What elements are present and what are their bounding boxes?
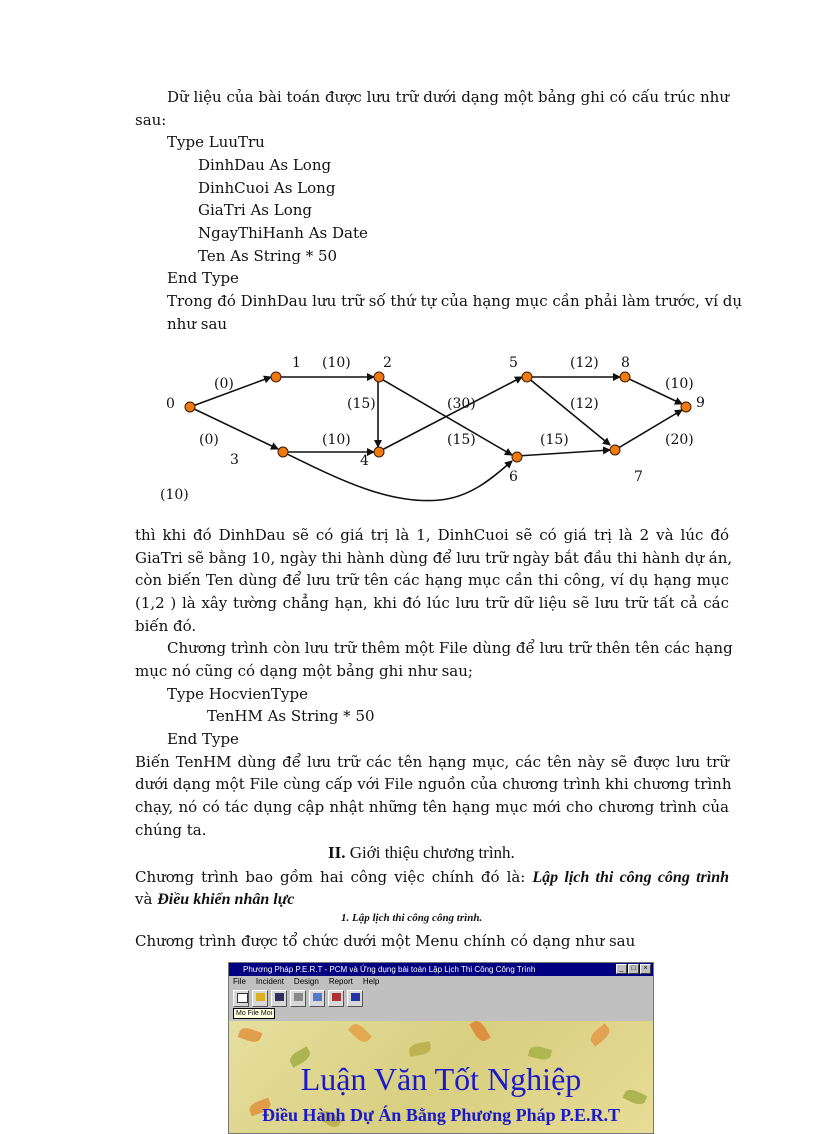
edge-weight: (20) bbox=[665, 432, 694, 448]
node-label: 7 bbox=[634, 469, 643, 485]
edge-weight: (30) bbox=[447, 396, 476, 412]
type2-header: Type HocvienType bbox=[167, 685, 309, 703]
tooltip: Mo File Moi bbox=[233, 1008, 275, 1019]
app-toolbar bbox=[229, 988, 653, 1008]
new-button[interactable] bbox=[233, 990, 249, 1007]
print-button[interactable] bbox=[290, 990, 306, 1007]
new-file-icon bbox=[237, 993, 248, 1003]
para4-line1: Chương trình còn lưu trữ thêm một File dùng để lưu trữ thên tên các hạng bbox=[167, 639, 733, 657]
window-controls bbox=[616, 964, 651, 974]
type1-field: Ten As String * 50 bbox=[198, 247, 338, 265]
leaf-decoration bbox=[528, 1044, 552, 1061]
edge-weight: (12) bbox=[570, 396, 599, 412]
edge-weight: (10) bbox=[322, 432, 351, 448]
menu-item[interactable]: Report bbox=[328, 977, 353, 986]
app-main-title: Luận Văn Tốt Nghiệp bbox=[300, 1061, 582, 1097]
graph-node bbox=[522, 372, 532, 382]
node-label: 0 bbox=[166, 396, 175, 412]
type2-field: TenHM As String * 50 bbox=[207, 707, 375, 725]
para5-last-line: chúng ta. bbox=[135, 821, 207, 839]
floppy-icon bbox=[275, 993, 284, 1001]
leaf-decoration bbox=[348, 1021, 372, 1045]
para3-last-line: biến đó. bbox=[135, 617, 197, 635]
para3-line: thì khi đó DinhDau sẽ có giá trị là 1, DinhCuoi sẽ có giá trị là 2 và lúc đó bbox=[135, 526, 729, 544]
para1-line2: sau: bbox=[135, 111, 167, 129]
leaf-decoration bbox=[469, 1021, 490, 1044]
node-label: 8 bbox=[621, 355, 630, 371]
type1-field: DinhDau As Long bbox=[198, 156, 332, 174]
leaf-decoration bbox=[588, 1023, 613, 1046]
graph-node bbox=[620, 372, 630, 382]
para3-line: GiaTri sẽ bằng 10, ngày thi hành dùng để lưu trữ ngày bắt đầu thi hành dự án, bbox=[135, 549, 733, 567]
graph-node bbox=[374, 372, 384, 382]
para4-line2: mục nó cũng có dạng một bảng ghi như sau; bbox=[135, 662, 473, 680]
app-splash bbox=[229, 1021, 653, 1133]
incident-icon bbox=[313, 993, 322, 1001]
graph-node bbox=[512, 452, 522, 462]
design-button[interactable] bbox=[328, 990, 344, 1007]
edge-weight: (10) bbox=[665, 376, 694, 392]
minimize-icon[interactable]: _ bbox=[616, 964, 627, 974]
edge-weight: (0) bbox=[199, 432, 219, 448]
para2-line1: Trong đó DinhDau lưu trữ số thứ tự của hạng mục cần phải làm trước, ví dụ bbox=[167, 292, 743, 310]
help-icon bbox=[351, 993, 360, 1001]
edge-weight: (12) bbox=[570, 355, 599, 371]
node-label: 9 bbox=[696, 395, 705, 411]
edge-3-6 bbox=[283, 452, 512, 501]
type1-field: GiaTri As Long bbox=[198, 201, 313, 219]
menu-item[interactable]: Design bbox=[293, 977, 319, 986]
para3-line: (1,2 ) là xây tường chẳng hạn, khi đó lúc lưu trữ dữ liệu sẽ lưu trữ tất cả các bbox=[135, 594, 729, 612]
section-number: II. bbox=[328, 843, 346, 862]
edge-6-7 bbox=[517, 450, 610, 456]
help-button[interactable] bbox=[347, 990, 363, 1007]
node-label: 4 bbox=[360, 453, 369, 469]
node-label: 2 bbox=[383, 355, 392, 371]
folder-icon bbox=[256, 993, 265, 1001]
type1-end: End Type bbox=[167, 269, 239, 287]
app-title: Phương Pháp P.E.R.T - PCM và Ứng dụng bài toán Lập Lịch Thi Công Công Trình bbox=[243, 965, 536, 974]
section-title: Giới thiệu chương trình. bbox=[349, 843, 515, 862]
subsection-heading: 1. Lập lịch thi công công trình. bbox=[341, 912, 483, 924]
para2-line2: như sau bbox=[167, 315, 228, 333]
node-label: 1 bbox=[292, 355, 301, 371]
menu-item[interactable]: Help bbox=[362, 977, 380, 986]
printer-icon bbox=[294, 993, 303, 1001]
edge-weight: (10) bbox=[322, 355, 351, 371]
save-button[interactable] bbox=[271, 990, 287, 1007]
edge-weight: (15) bbox=[540, 432, 569, 448]
graph-node bbox=[271, 372, 281, 382]
incident-button[interactable] bbox=[309, 990, 325, 1007]
graph-node bbox=[681, 402, 691, 412]
app-titlebar bbox=[229, 963, 653, 976]
para7: Chương trình được tổ chức dưới một Menu chính có dạng như sau bbox=[135, 932, 636, 950]
open-button[interactable] bbox=[252, 990, 268, 1007]
graph-node bbox=[278, 447, 288, 457]
pert-network-diagram bbox=[150, 345, 730, 515]
para6-text: Chương trình bao gồm hai công việc chính đó là: bbox=[135, 868, 526, 886]
app-screenshot bbox=[228, 962, 654, 1134]
section-heading bbox=[328, 843, 515, 863]
node-label: 5 bbox=[509, 355, 518, 371]
app-subtitle: Điều Hành Dự Án Bằng Phương Pháp P.E.R.T bbox=[261, 1105, 620, 1125]
edge-weight: (10) bbox=[160, 487, 189, 503]
close-icon[interactable]: × bbox=[640, 964, 651, 974]
edge-weight: (15) bbox=[447, 432, 476, 448]
para6-line1 bbox=[135, 866, 729, 889]
para5-line: Biến TenHM dùng để lưu trữ các tên hạng mục, các tên này sẽ được lưu trữ bbox=[135, 753, 729, 771]
edge-weight: (15) bbox=[347, 396, 376, 412]
edge-2-6 bbox=[378, 377, 512, 455]
para6-emphasis: Lập lịch thi công công trình bbox=[532, 869, 729, 886]
app-menubar bbox=[229, 976, 653, 988]
graph-node bbox=[185, 402, 195, 412]
graph-node bbox=[374, 447, 384, 457]
type2-end: End Type bbox=[167, 730, 239, 748]
para5-line: chạy, nó có tác dụng cập nhật những tên hạng mục mới cho chương trình của bbox=[135, 798, 729, 816]
leaf-decoration bbox=[238, 1026, 263, 1045]
maximize-icon[interactable]: □ bbox=[628, 964, 639, 974]
type1-field: NgayThiHanh As Date bbox=[198, 224, 368, 242]
para6-emphasis: Điều khiển nhân lực bbox=[157, 891, 295, 908]
para5-line: dưới dạng một File cùng cấp với File nguồn của chương trình khi chương trình bbox=[135, 775, 732, 793]
graph-node bbox=[610, 445, 620, 455]
type1-header: Type LuuTru bbox=[167, 133, 265, 151]
para6-text: và bbox=[135, 890, 153, 908]
menu-item[interactable]: Incident bbox=[255, 977, 284, 986]
menu-item[interactable]: File bbox=[233, 977, 246, 986]
design-icon bbox=[332, 993, 341, 1001]
edge-weight: (0) bbox=[214, 376, 234, 392]
para6-line2 bbox=[135, 888, 294, 911]
type1-field: DinhCuoi As Long bbox=[198, 179, 336, 197]
leaf-decoration bbox=[408, 1041, 432, 1057]
para1-line1: Dữ liệu của bài toán được lưu trữ dưới dạng một bảng ghi có cấu trúc như bbox=[167, 88, 729, 106]
para3-line: còn biến Ten dùng để lưu trữ tên các hạng mục cần thi công, ví dụ hạng mục bbox=[135, 571, 729, 589]
node-label: 3 bbox=[230, 452, 239, 468]
node-label: 6 bbox=[509, 469, 518, 485]
